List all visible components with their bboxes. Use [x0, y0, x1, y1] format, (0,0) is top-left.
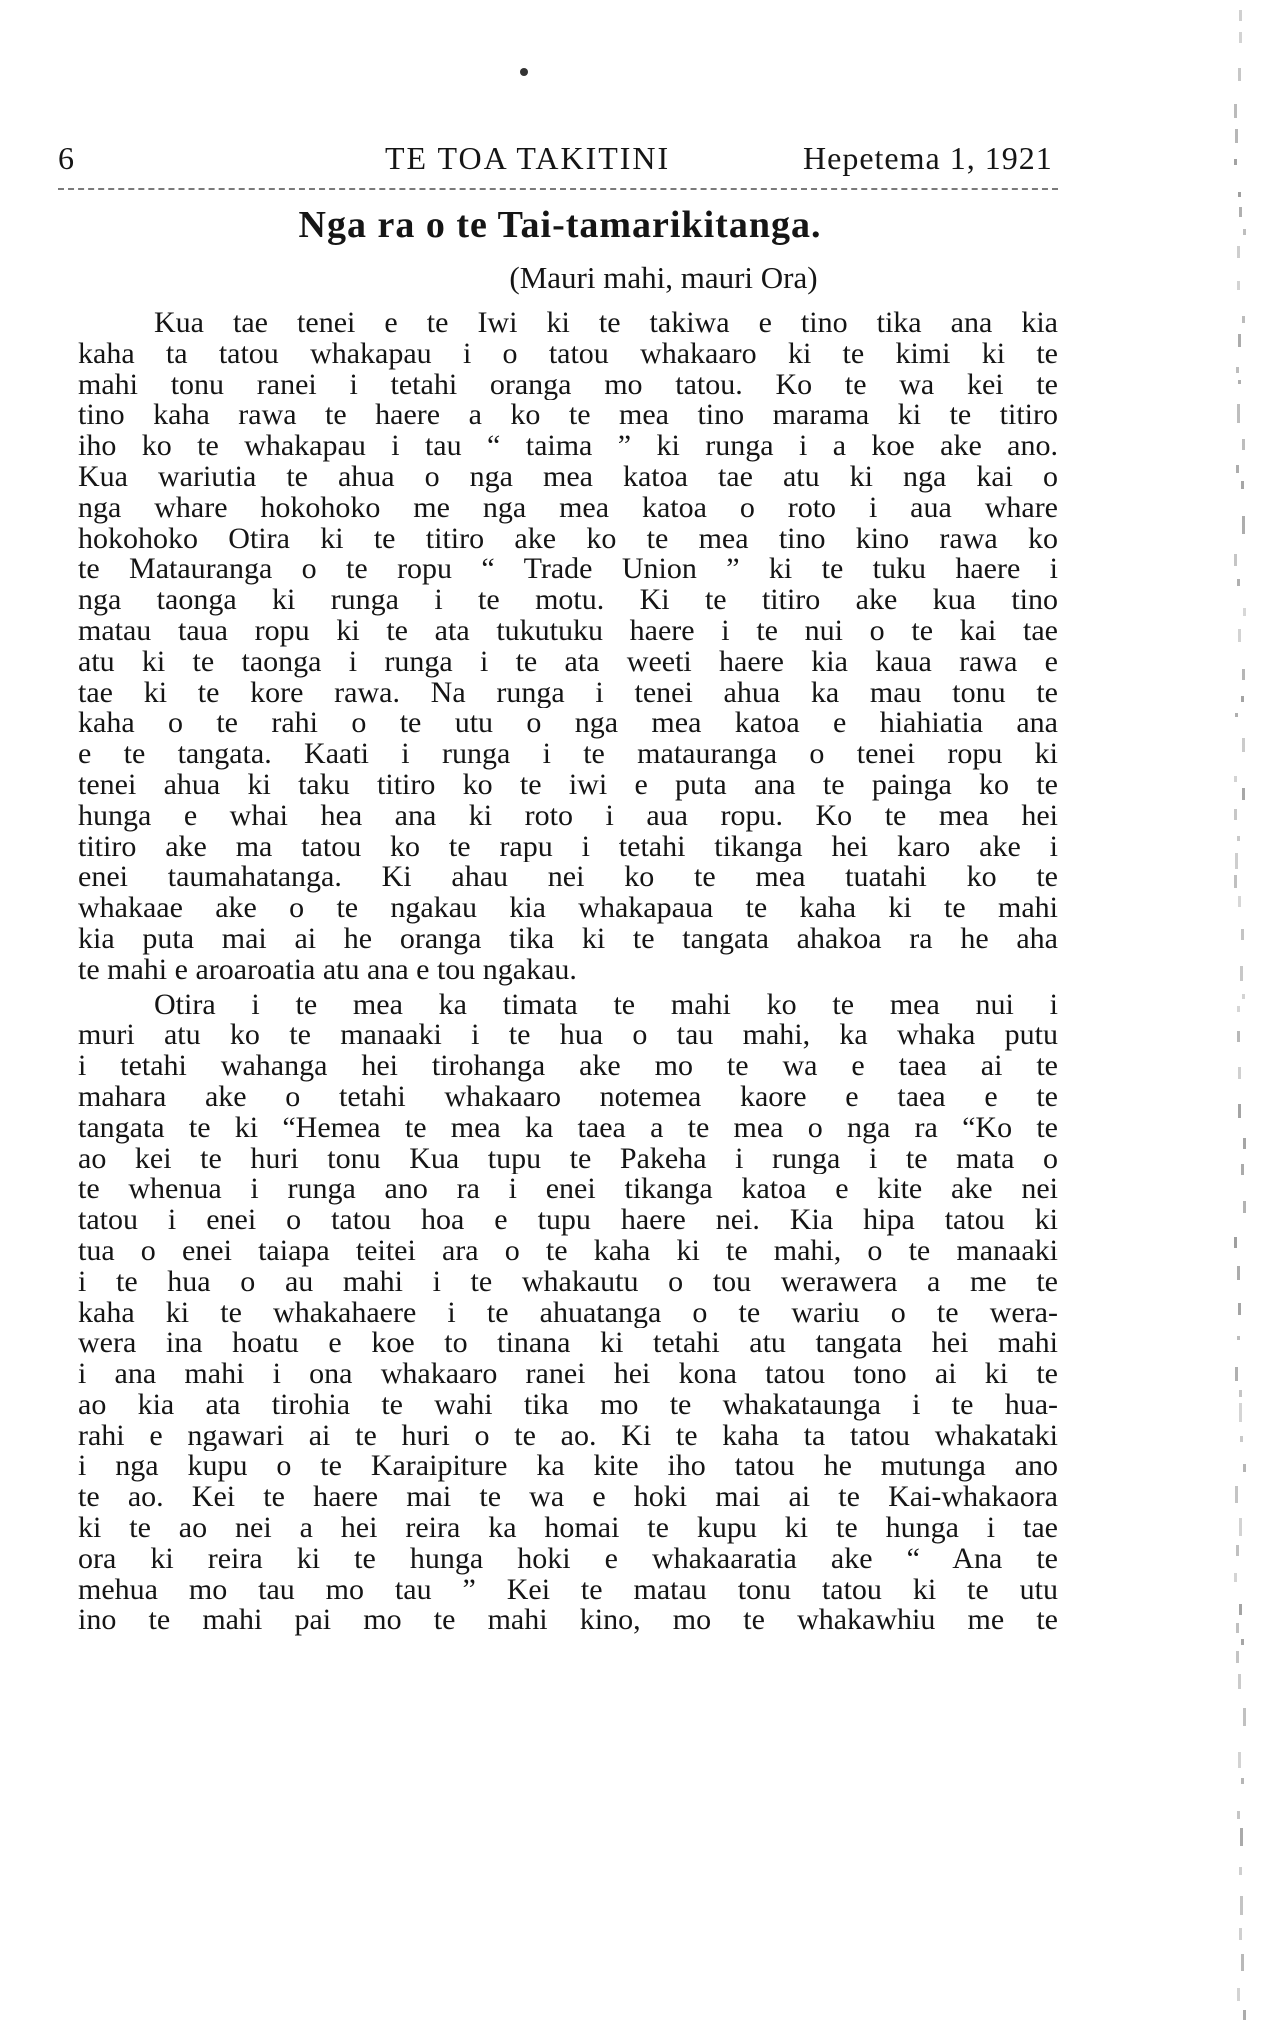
text-line: nga whare hokohoko me nga mea katoa o roto i aua whare — [78, 492, 1058, 524]
text-line: ki te ao nei a hei reira ka homai te kupu ki te hunga i tae — [78, 1513, 1058, 1544]
text-line: tae ki te kore rawa. Na runga i tenei ahua ka mau tonu te — [78, 677, 1058, 709]
scan-speck — [1241, 696, 1244, 702]
text-line: enei taumahatanga. Ki ahau nei ko te mea tuatahi ko te — [78, 862, 1058, 894]
text-line: kaha ki te whakahaere i te ahuatanga o te wariu o te wera- — [78, 1297, 1058, 1329]
text-line: tenei ahua ki taku titiro ko te iwi e puta ana te painga ko te — [78, 769, 1058, 801]
text-line: te Matauranga o te ropu “ Trade Union ” ki te tuku haere i — [78, 554, 1058, 586]
text-line: matau taua ropu ki te ata tukutuku haere i te nui o te kai tae — [78, 615, 1058, 647]
scan-speck — [1238, 629, 1241, 642]
text-line: kia puta mai ai he oranga tika ki te tangata ahakoa ra he aha — [78, 923, 1058, 955]
scan-speck — [1239, 1867, 1242, 1875]
scan-speck — [1234, 776, 1237, 782]
scan-speck — [1234, 1237, 1237, 1248]
scan-speck — [1242, 788, 1245, 800]
scan-speck — [1238, 1752, 1241, 1768]
scan-speck — [1237, 1006, 1240, 1012]
scan-speck — [1236, 1623, 1239, 1633]
text-line: kaha ta tatou whakapau i o tatou whakaaro ki te kimi ki te — [78, 338, 1058, 370]
scan-speck — [1240, 1896, 1243, 1915]
scan-speck — [1237, 246, 1240, 258]
scan-speck — [1238, 68, 1241, 81]
text-line: te whenua i runga ano ra i enei tikanga katoa e kite ake nei — [78, 1174, 1058, 1206]
scan-edge-marks — [1200, 0, 1270, 2044]
scan-speck — [1239, 1403, 1242, 1422]
scan-speck — [1241, 481, 1244, 489]
scan-speck — [1243, 608, 1246, 616]
scan-speck — [1238, 1674, 1241, 1689]
scan-speck — [1240, 966, 1243, 981]
page-header — [58, 140, 1058, 180]
text-line: iho ko te whakapau i tau “ taima ” ki runga i a koe ake ano. — [78, 431, 1058, 462]
text-line: i te hua o au mahi i te whakautu o tou werawera a me te — [78, 1266, 1058, 1298]
scan-speck — [1237, 1031, 1240, 1042]
text-line: i tetahi wahanga hei tirohanga ake mo te wa e taea ai te — [78, 1051, 1058, 1082]
text-line: Otira i te mea ka timata te mahi ko te mea nui i — [154, 989, 1058, 1021]
scan-speck — [1234, 554, 1237, 566]
text-line: mahara ake o tetahi whakaaro notemea kaore e taea e te — [78, 1081, 1058, 1113]
paragraph-2 — [78, 990, 1058, 1637]
text-line: muri atu ko te manaaki i te hua o tau mahi, ka whaka putu — [78, 1020, 1058, 1052]
scan-speck — [1237, 1336, 1240, 1340]
scan-speck — [1237, 404, 1240, 423]
scan-speck — [1237, 1266, 1240, 1280]
text-line: atu ki te taonga i runga i te ata weeti haere kia kaua rawa e — [78, 646, 1058, 678]
paragraph-1 — [78, 308, 1058, 986]
text-line: hokohoko Otira ki te titiro ake ko te mea tino kino rawa ko — [78, 523, 1058, 555]
scan-speck — [1238, 1067, 1241, 1079]
text-line: te mahi e aroaroatia atu ana e tou ngakau. — [78, 954, 577, 986]
scan-speck — [1241, 1164, 1244, 1175]
text-line: tua o enei taiapa teitei ara o te kaha ki te mahi, o te manaaki — [78, 1235, 1058, 1267]
scan-speck — [1239, 10, 1242, 21]
ink-speck — [520, 68, 528, 76]
scan-speck — [1234, 875, 1237, 888]
scan-speck — [1238, 896, 1241, 907]
text-line: tino kaha rawa te haere a ko te mea tino marama ki te titiro — [78, 400, 1058, 432]
scan-speck — [1236, 1651, 1239, 1663]
article-title: Nga ra o te Tai-tamarikitanga. — [298, 204, 822, 246]
scan-speck — [1243, 229, 1246, 235]
scan-speck — [1238, 1104, 1241, 1118]
text-line: titiro ake ma tatou ko te rapu i tetahi tikanga hei karo ake i — [78, 831, 1058, 863]
scan-speck — [1237, 836, 1240, 841]
text-line: ao kia ata tirohia te wahi tika mo te whakataunga i te hua- — [78, 1389, 1058, 1421]
text-line: i nga kupu o te Karaipiture ka kite iho tatou he mutunga ano — [78, 1451, 1058, 1483]
text-line: Kua wariutia te ahua o nga mea katoa tae atu ki nga kai o — [78, 461, 1058, 493]
text-line: tangata te ki “Hemea te mea ka taea a te mea o nga ra “Ko te — [78, 1112, 1058, 1144]
scan-speck — [1239, 32, 1242, 43]
scan-speck — [1236, 1545, 1239, 1556]
text-line: tatou i enei o tatou hoa e tupu haere nei. Kia hipa tatou ki — [78, 1205, 1058, 1236]
text-line: ino te mahi pai mo te mahi kino, mo te whakawhiu me te — [78, 1605, 1058, 1637]
scan-speck — [1235, 853, 1238, 869]
scan-speck — [1242, 316, 1245, 323]
scan-speck — [1235, 1486, 1238, 1503]
text-line: kaha o te rahi o te utu o nga mea katoa e hiahiatia ana — [78, 708, 1058, 740]
text-line: ao kei te huri tonu Kua tupu te Pakeha i runga i te mata o — [78, 1143, 1058, 1175]
scan-speck — [1238, 1303, 1241, 1315]
scan-speck — [1241, 1954, 1244, 1971]
scan-speck — [1243, 1201, 1246, 1213]
text-line: nga taonga ki runga i te motu. Ki te titiro ake kua tino — [78, 585, 1058, 616]
scan-speck — [1243, 1464, 1246, 1472]
scan-speck — [1240, 1828, 1243, 1846]
scan-speck — [1238, 380, 1241, 384]
scan-speck — [1242, 516, 1245, 534]
scan-speck — [1239, 1390, 1242, 1397]
scan-speck — [1235, 129, 1238, 143]
text-line: e te tangata. Kaati i runga i te matauranga o tenei ropu ki — [78, 739, 1058, 770]
scan-speck — [1238, 192, 1241, 197]
scan-speck — [1241, 1778, 1244, 1784]
text-line: rahi e ngawari ai te huri o te ao. Ki te kaha ta tatou whakataki — [78, 1420, 1058, 1452]
scan-speck — [1241, 1639, 1244, 1645]
scan-speck — [1238, 334, 1241, 347]
issue-date: Hepetema 1, 1921 — [803, 140, 1053, 176]
scan-speck — [1240, 1436, 1243, 1442]
text-line: te ao. Kei te haere mai te wa e hoki mai ai te Kai-whakaora — [78, 1482, 1058, 1514]
header-rule — [58, 188, 1058, 190]
journal-title: TE TOA TAKITINI — [385, 140, 671, 176]
scan-speck — [1237, 1988, 1240, 2001]
scan-speck — [1234, 809, 1237, 820]
scan-speck — [1236, 465, 1239, 473]
scan-speck — [1239, 1928, 1242, 1940]
scan-speck — [1235, 1367, 1238, 1381]
scan-speck — [1242, 669, 1245, 680]
scan-speck — [1242, 439, 1245, 450]
scan-speck — [1234, 159, 1237, 165]
article-body — [78, 308, 1058, 1636]
text-line: i ana mahi i ona whakaaro ranei hei kona tatou tono ai ki te — [78, 1359, 1058, 1390]
scan-speck — [1237, 1811, 1240, 1819]
article-subtitle: (Mauri mahi, mauri Ora) — [509, 260, 818, 295]
text-line: hunga e whai hea ana ki roto i aua ropu. Ko te mea hei — [78, 800, 1058, 832]
scan-speck — [1239, 1604, 1242, 1615]
scan-speck — [1243, 1138, 1246, 1149]
scan-speck — [1243, 1708, 1246, 1726]
text-line: Kua tae tenei e te Iwi ki te takiwa e tino tika ana kia — [154, 308, 1058, 339]
scan-speck — [1234, 104, 1237, 118]
scan-speck — [1243, 2010, 1246, 2020]
scan-speck — [1237, 579, 1240, 586]
scan-speck — [1235, 713, 1238, 717]
scan-speck — [1234, 1573, 1237, 1582]
page-number: 6 — [58, 140, 75, 176]
text-line: whakaae ake o te ngakau kia whakapaua te kaha ki te mahi — [78, 893, 1058, 924]
scan-speck — [1242, 738, 1245, 752]
scan-speck — [1239, 1518, 1242, 1536]
scan-speck — [1242, 994, 1245, 999]
text-line: mehua mo tau mo tau ” Kei te matau tonu tatou ki te utu — [78, 1574, 1058, 1606]
text-line: wera ina hoatu e koe to tinana ki tetahi atu tangata hei mahi — [78, 1328, 1058, 1360]
text-line: mahi tonu ranei i tetahi oranga mo tatou. Ko te wa kei te — [78, 369, 1058, 401]
scan-speck — [1239, 207, 1242, 217]
scan-speck — [1237, 281, 1240, 290]
text-line: ora ki reira ki te hunga hoki e whakaaratia ake “ Ana te — [78, 1543, 1058, 1575]
scan-speck — [1241, 929, 1244, 940]
scan-speck — [1236, 367, 1239, 373]
